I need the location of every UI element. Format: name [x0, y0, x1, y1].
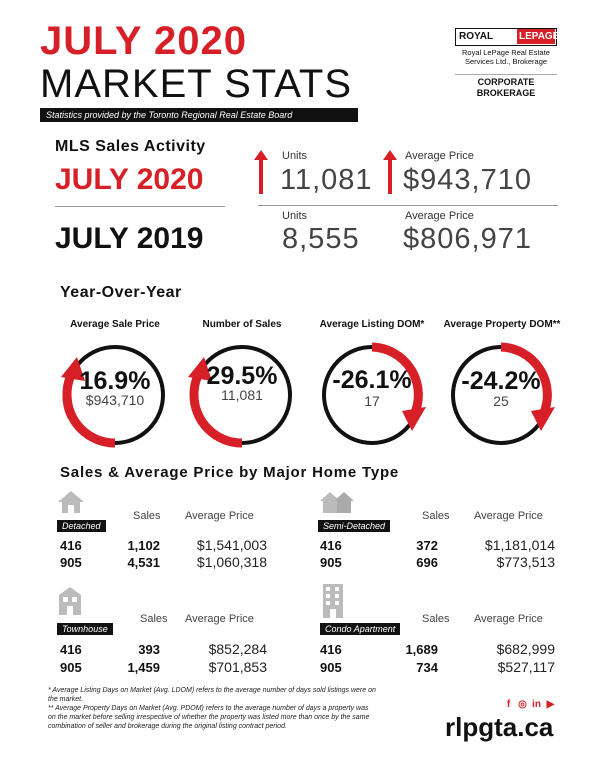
divider [258, 205, 558, 206]
row-sales: 696 [416, 555, 438, 570]
title-line2: MARKET STATS [40, 62, 353, 106]
yoy-title-sale-price: Average Sale Price [70, 319, 160, 330]
row-sales: 372 [416, 538, 438, 553]
col-avg-price: Average Price [185, 510, 254, 522]
yoy-pct-num-sales: 29.5% [206, 362, 278, 390]
mls-label: MLS Sales Activity [55, 138, 206, 155]
instagram-icon[interactable]: ◎ [518, 699, 527, 710]
logo-company: Royal LePage Real Estate Services Ltd., Brokerage [462, 48, 550, 66]
yoy-value-sale-price: $943,710 [85, 392, 145, 408]
logo-division: CORPORATE BROKERAGE [455, 74, 557, 99]
subtitle-bar: Statistics provided by the Toronto Regional Real Estate Board [40, 108, 358, 122]
row-price: $527,117 [497, 659, 555, 675]
home-type-tag-condo: Condo Apartment [320, 623, 400, 635]
linkedin-icon[interactable]: in [532, 699, 541, 710]
house-icon [57, 490, 85, 514]
condo-building-icon [322, 583, 344, 619]
previous-units-value: 8,555 [282, 223, 360, 255]
yoy-value-num-sales: 11,081 [221, 387, 263, 403]
footnote-ldom: * Average Listing Days on Market (Avg. LDOM) refers to the average number of days sold listings were on the market. [48, 687, 376, 703]
row-sales: 734 [416, 660, 438, 675]
title-line1: JULY 2020 [40, 19, 247, 63]
yoy-pct-property-dom: -24.2% [461, 367, 541, 395]
row-code: 905 [320, 555, 342, 570]
col-avg-price: Average Price [474, 510, 543, 522]
row-sales: 1,102 [127, 538, 160, 553]
semi-detached-icon [320, 490, 354, 514]
footnote-pdom: ** Average Property Days on Market (Avg. PDOM) refers to the average number of days a property was on the market before selling irrespective of whether the property was listed more than once by the same combination of seller and brokerage during the original listing contract period. [48, 705, 370, 730]
row-sales: 393 [138, 642, 160, 657]
home-type-title: Sales & Average Price by Major Home Type [60, 464, 400, 481]
previous-price-value: $806,971 [403, 223, 532, 255]
row-code: 905 [60, 660, 82, 675]
col-sales: Sales [140, 613, 168, 625]
yoy-pct-sale-price: 16.9% [79, 367, 151, 395]
yoy-title-listing-dom: Average Listing DOM* [319, 319, 425, 330]
row-price: $1,060,318 [196, 554, 267, 570]
home-type-tag-semi: Semi-Detached [318, 520, 390, 532]
row-price: $1,181,014 [484, 537, 555, 553]
col-avg-price: Average Price [185, 613, 254, 625]
current-price-label: Average Price [405, 150, 474, 162]
row-price: $852,284 [208, 641, 267, 657]
website-link[interactable]: rlpgta.ca [445, 712, 554, 742]
row-price: $773,513 [496, 554, 555, 570]
townhouse-icon [58, 586, 82, 616]
previous-period: JULY 2019 [55, 222, 204, 255]
social-links [500, 694, 556, 712]
current-period: JULY 2020 [55, 163, 204, 196]
previous-units-label: Units [282, 210, 308, 222]
yoy-value-property-dom: 25 [493, 393, 509, 409]
yoy-title-property-dom: Average Property DOM** [443, 319, 561, 330]
current-price-value: $943,710 [403, 164, 532, 196]
price-up-arrow-icon [383, 150, 397, 194]
row-sales: 4,531 [127, 555, 160, 570]
row-code: 905 [60, 555, 82, 570]
row-code: 416 [320, 538, 342, 553]
col-sales: Sales [422, 510, 450, 522]
royal-lepage-logo [455, 28, 560, 46]
row-price: $1,541,003 [196, 537, 267, 553]
logo-text-left: ROYAL [459, 31, 494, 42]
divider [55, 206, 225, 207]
col-avg-price: Average Price [474, 613, 543, 625]
row-code: 905 [320, 660, 342, 675]
yoy-value-listing-dom: 17 [364, 393, 380, 409]
current-units-label: Units [282, 150, 308, 162]
yoy-title: Year-Over-Year [60, 284, 182, 301]
row-sales: 1,689 [405, 642, 438, 657]
row-price: $701,853 [208, 659, 267, 675]
yoy-title-num-sales: Number of Sales [202, 319, 282, 330]
row-price: $682,999 [496, 641, 555, 657]
col-sales: Sales [133, 510, 161, 522]
home-type-tag-detached: Detached [57, 520, 106, 532]
yoy-pct-listing-dom: -26.1% [332, 366, 412, 394]
row-code: 416 [320, 642, 342, 657]
row-sales: 1,459 [127, 660, 160, 675]
youtube-icon[interactable]: ▶ [546, 699, 555, 710]
current-units-value: 11,081 [280, 164, 373, 196]
units-up-arrow-icon [254, 150, 268, 194]
footnotes [48, 686, 378, 731]
home-type-tag-townhouse: Townhouse [57, 623, 113, 635]
previous-price-label: Average Price [405, 210, 474, 222]
row-code: 416 [60, 538, 82, 553]
row-code: 416 [60, 642, 82, 657]
logo-text-right: LEPAGE [519, 31, 560, 42]
facebook-icon[interactable]: f [506, 699, 511, 710]
col-sales: Sales [422, 613, 450, 625]
